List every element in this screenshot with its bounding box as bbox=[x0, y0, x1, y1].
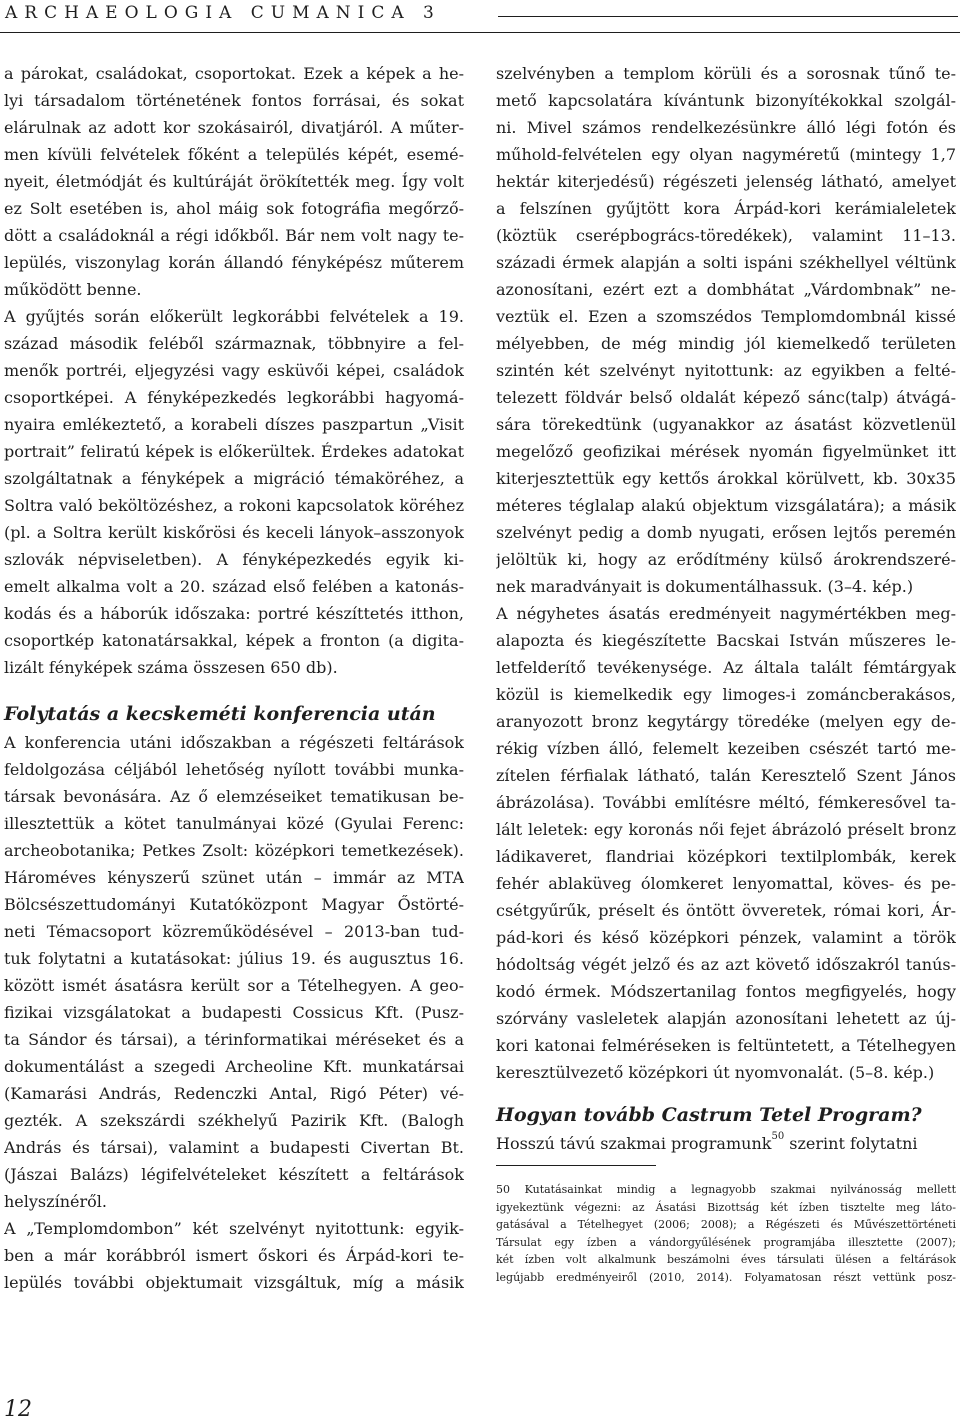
text-line: között ismét ásatásra került sor a Tételhegyen. A geo- bbox=[4, 976, 464, 995]
text-line: közül is kiemelkedik egy limoges-i zománcberakásos, bbox=[496, 685, 956, 704]
text-line: csétgyűrűk, préselt és öntött övveretek, római kori, Ár- bbox=[496, 901, 956, 920]
text-line: ábrázolása). További említésre méltó, fémkeresővel ta- bbox=[496, 793, 956, 812]
paragraph bbox=[496, 600, 956, 1086]
text-line: Bölcsészettudományi Kutatóközpont Magyar Őstörté- bbox=[4, 895, 464, 914]
text-line: mélyebben, de még mindig jól kiemelkedő területen bbox=[496, 334, 956, 353]
text-line: illesztettük a kötet tanulmányai közé (Gyulai Ferenc: bbox=[4, 814, 464, 833]
footnote-line: igyekeztünk végezni: az Ásatási Bizottság két ízben tisztelte meg láto- bbox=[496, 1200, 956, 1214]
text-line: sára törekedtünk (ugyanakkor az ásatást közvetlenül bbox=[496, 415, 956, 434]
text-line: méteres téglalap alakú objektum vizsgálatára); a másik bbox=[496, 496, 956, 515]
page-number: 12 bbox=[4, 1397, 32, 1422]
left-column bbox=[4, 60, 464, 1296]
journal-title: ARCHAEOLOGIA CUMANICA 3 bbox=[5, 3, 441, 23]
text-line: fizikai vizsgálatokat a budapesti Cossicus Kft. (Pusz- bbox=[4, 1003, 464, 1022]
text-line: Hosszú távú szakmai programunk$^{50}$ szerint folytatni bbox=[496, 1130, 918, 1153]
running-header bbox=[0, 0, 960, 34]
text-line: működött benne. bbox=[4, 280, 142, 299]
footnote-line: gatásával a Tételhegyet (2006; 2008); a Régészeti és Művészettörténeti bbox=[496, 1218, 956, 1231]
footnote-line: két ízben volt alkalmunk beszámolni éves társulati ülésen a feltárások bbox=[496, 1253, 956, 1266]
text-line: lepülés, viszonylag korán állandó fényképész műterem bbox=[4, 253, 464, 272]
footnote-line: 50 Kutatásainkat mindig a legnagyobb szakmai nyilvánosság mellett bbox=[496, 1183, 956, 1196]
text-line: kori katonai felméréseken is feltüntetett, a Tételhegyen bbox=[496, 1036, 956, 1055]
text-line: ládikaveret, flandriai középkori textilplombák, kerek bbox=[496, 847, 956, 866]
text-line: pád-kori és késő középkori pénzek, valamint a török bbox=[496, 928, 956, 947]
text-line: kodás és a háborúk időszaka: portré készíttetés itthon, bbox=[4, 604, 464, 623]
text-line: mető kapcsolatára kívántunk bizonyítékokkal szolgál- bbox=[496, 91, 956, 110]
text-line: dokumentálást a szegedi Archeoline Kft. munkatársai bbox=[4, 1057, 464, 1076]
text-line: szintén két szelvényt nyitottunk: az egyikben a felté- bbox=[496, 361, 956, 380]
text-line: alapozta és kiegészítette Bacskai István műszeres le- bbox=[496, 631, 956, 650]
text-line: zítelen férfialak látható, talán Keresztelő Szent János bbox=[496, 766, 956, 785]
footnote-rule bbox=[496, 1165, 656, 1166]
text-line: nyeit, életmódját és kultúráját örökítették meg. Így volt bbox=[4, 172, 464, 191]
text-line: elárulnak az adott kor szokásairól, divatjáról. A műter- bbox=[4, 118, 464, 137]
text-line: lált leletek: egy koronás női fejet ábrázoló préselt bronz bbox=[496, 820, 956, 839]
text-line: archeobotanika; Petkes Zsolt: középkori temetkezések). bbox=[4, 841, 464, 860]
text-line: emelt alkalma volt a 20. század első felében a katonás- bbox=[4, 577, 464, 596]
paragraph bbox=[496, 60, 956, 600]
text-line: nek maradványait is dokumentálhassuk. (3–4. kép.) bbox=[496, 577, 914, 596]
text-line: neti Témacsoport közreműködésével – 2013-ban tud- bbox=[4, 922, 464, 941]
paragraph bbox=[4, 303, 464, 681]
header-rule bbox=[498, 16, 958, 17]
paragraph bbox=[4, 1215, 464, 1296]
text-line: szlovák népviseletben). A fényképezkedés egyik ki- bbox=[4, 550, 464, 569]
text-line: hektár kiterjedésű) régészeti jelenség látható, amelyet bbox=[496, 172, 956, 191]
text-line: lyi társadalom történetének fontos forrásai, és sokat bbox=[4, 91, 464, 110]
text-line: feldolgozása céljából lehetőség nyílott további munka- bbox=[4, 760, 464, 779]
text-line: keresztülvezető középkori út nyomvonalát. (5–8. kép.) bbox=[496, 1063, 935, 1082]
text-line: (Jászai Balázs) légifelvételeket készített a feltárások bbox=[4, 1165, 464, 1184]
text-line: nyaira emlékeztető, a korabeli díszes paszpartun „Visit bbox=[4, 415, 464, 434]
text-line: A konferencia utáni időszakban a régészeti feltárások bbox=[4, 733, 464, 752]
text-line: kiterjesztettük egy kettős árokkal körülvett, kb. 30x35 bbox=[496, 469, 956, 488]
text-line: helyszínéről. bbox=[4, 1192, 107, 1211]
footnote-line: legújabb eredményeiről (2010, 2014). Folyamatosan részt vettünk posz- bbox=[496, 1270, 956, 1284]
text-line: letfelderítő tevékenysége. Az általa talált fémtárgyak bbox=[496, 658, 956, 677]
text-line: ni. Mivel számos rendelkezésünkre álló légi fotón és bbox=[496, 118, 956, 137]
section-heading: Folytatás a kecskeméti konferencia után bbox=[4, 703, 436, 725]
text-line: ez Solt esetében is, ahol máig sok fotográfia megőrző- bbox=[4, 199, 464, 218]
text-line: a párokat, családokat, csoportokat. Ezek a képek a he- bbox=[4, 64, 464, 83]
text-line: megelőző geofizikai mérések nyomán figyelmünket itt bbox=[496, 442, 956, 461]
text-line: veztük el. Ezen a szomszédos Templomdombnál kissé bbox=[496, 307, 956, 326]
footnote-reference[interactable]: 50 bbox=[771, 1130, 785, 1142]
paragraph bbox=[4, 729, 464, 1215]
text-line: ta Sándor és társai), a térinformatikai méréseket és a bbox=[4, 1030, 464, 1049]
right-column bbox=[496, 60, 956, 1157]
text-line: századi érmek alapján a solti ispáni székhellyel véltünk bbox=[496, 253, 956, 272]
text-line: azonosítani, ezért ezt a dombhátat „Várdombnak” ne- bbox=[496, 280, 956, 299]
text-line: A gyűjtés során előkerült legkorábbi felvételek a 19. bbox=[4, 307, 464, 326]
text-line: ben a már korábbról ismert őskori és Árpád-kori te- bbox=[4, 1246, 464, 1265]
text-line: Soltra való beköltözéshez, a rokoni kapcsolatok köréhez bbox=[4, 496, 464, 515]
text-line: (Kamarási András, Redenczki Antal, Rigó Péter) vé- bbox=[4, 1084, 464, 1103]
text-line: (köztük cserépbogrács-töredékek), valamint 11–13. bbox=[496, 226, 956, 245]
text-line: dött a családoknál a régi időkből. Bár nem volt nagy te- bbox=[4, 226, 464, 245]
section-heading: Hogyan tovább Castrum Tetel Program? bbox=[496, 1104, 922, 1126]
text-line: a felszínen gyűjtött kora Árpád-kori kerámialeletek bbox=[496, 199, 956, 218]
text-line: csoportképei. A fényképezkedés legkorábbi hagyomá- bbox=[4, 388, 464, 407]
text-line: csoportkép katonatársakkal, képek a fronton (a digita- bbox=[4, 631, 464, 650]
text-line: András és társai), valamint a budapesti Civertan Bt. bbox=[4, 1138, 464, 1157]
text-line: menők portréi, eljegyzési vagy esküvői képei, családok bbox=[4, 361, 464, 380]
text-line: szórvány vasleletek alapján azonosítani lehetett az új- bbox=[496, 1009, 956, 1028]
footnote-line: Társulat egy ízben a vándorgyűlésének programjába illesztette (2007); bbox=[496, 1235, 956, 1249]
text-line: lizált fényképek száma összesen 650 db). bbox=[4, 658, 338, 677]
text-line: jelöltük ki, hogy az erődítmény külső árokrendszeré- bbox=[496, 550, 956, 569]
text-line: kodó érmek. Módszertanilag fontos megfigyelés, hogy bbox=[496, 982, 956, 1001]
text-line: műhold-felvételen egy olyan nagyméretű (mintegy 1,7 bbox=[496, 145, 956, 164]
paragraph bbox=[4, 60, 464, 303]
text-line: szelvényben a templom körüli és a sorosnak tűnő te- bbox=[496, 64, 956, 83]
text-line: társak bevonására. Az ő elemzéseiket tematikusan be- bbox=[4, 787, 464, 806]
text-line: lepülés további objektumait vizsgáltuk, míg a másik bbox=[4, 1273, 464, 1292]
text-line: (pl. a Soltra került kiskőrösi és keceli lányok–asszonyok bbox=[4, 523, 464, 542]
text-line: men kívüli felvételek főként a település képét, esemé- bbox=[4, 145, 464, 164]
text-line: portrait” feliratú képek is előkerültek. Érdekes adatokat bbox=[4, 442, 464, 461]
footnote bbox=[496, 1181, 956, 1286]
text-line: fehér ablaküveg ólomkeret lenyomattal, köves- és pe- bbox=[496, 874, 956, 893]
text-line: szolgáltatnak a fényképek a migráció témaköréhez, a bbox=[4, 469, 464, 488]
text-line: A „Templomdombon” két szelvényt nyitottunk: egyik- bbox=[4, 1219, 464, 1238]
text-line: Hároméves kényszerű szünet után – immár az MTA bbox=[4, 868, 464, 887]
text-line: szelvényt pedig a domb nyugati, erősen lejtős peremén bbox=[496, 523, 956, 542]
text-line: hódoltság végét jelző és az azt követő időszakról tanús- bbox=[496, 955, 956, 974]
text-line: gezték. A szekszárdi székhelyű Pazirik Kft. (Balogh bbox=[4, 1111, 464, 1130]
text-line: telezett földvár belső oldalát képező sánc(talp) átvágá- bbox=[496, 388, 956, 407]
text-line: aranyozott bronz kegytárgy töredéke (melyen egy de- bbox=[496, 712, 956, 731]
text-line: rékig vízben álló, felemelt kezeiben csészét tartó me- bbox=[496, 739, 956, 758]
text-line: tuk folytatni a kutatásokat: július 19. és augusztus 16. bbox=[4, 949, 464, 968]
text-line: A négyhetes ásatás eredményeit nagymértékben meg- bbox=[496, 604, 956, 623]
header-bottom-rule bbox=[0, 32, 960, 33]
text-line: század második feléből származnak, többnyire a fel- bbox=[4, 334, 464, 353]
